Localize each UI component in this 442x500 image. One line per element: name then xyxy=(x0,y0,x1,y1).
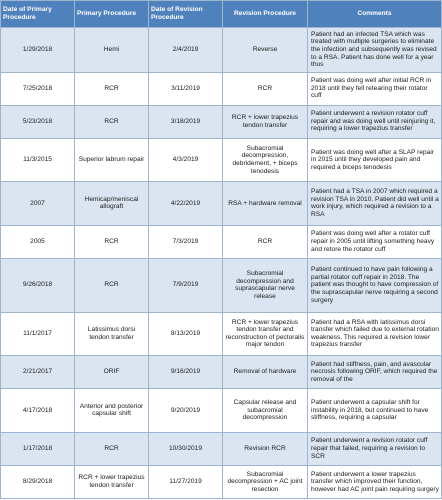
comments-cell xyxy=(308,389,442,432)
primary-procedure-cell xyxy=(75,258,149,312)
primary-procedure-cell xyxy=(75,72,149,105)
revision-date-text: 4/3/2019 xyxy=(172,156,199,164)
revision-procedure-cell xyxy=(223,28,308,73)
revision-procedure-text: RCR + lower trapezius tendon transfer and reconstruction of pectoralis major tendon xyxy=(225,318,305,349)
table-row xyxy=(1,225,442,258)
primary-date-text: 8/29/2018 xyxy=(22,478,53,486)
table-row xyxy=(1,465,442,498)
revision-date-cell xyxy=(149,105,223,138)
primary-date-text: 1/17/2018 xyxy=(22,444,53,452)
primary-procedure-text: Hemi xyxy=(103,45,120,53)
revision-procedure-text: Capsular release and subacromial decompression xyxy=(233,399,297,422)
primary-date-cell xyxy=(1,465,75,498)
revision-date-text: 10/30/2019 xyxy=(168,444,202,452)
primary-procedure-cell xyxy=(75,105,149,138)
primary-procedure-cell xyxy=(75,465,149,498)
primary-date-text: 9/26/2018 xyxy=(22,281,53,289)
primary-procedure-text: Anterior and posterior capsular shift xyxy=(79,402,144,418)
comments-text: Patient underwent a capsular shift for instability in 2018, but continued to have stiffness, requiring a capsular xyxy=(311,399,429,422)
comments-text: Patient underwent a revision rotator cuff repair and was doing well until reinjuring it, requiring a lower trapezius transfer xyxy=(311,110,436,133)
comments-cell xyxy=(308,28,442,73)
revision-procedure-cell xyxy=(223,138,308,181)
revision-procedure-cell xyxy=(223,312,308,355)
primary-procedure-text: ORIF xyxy=(103,368,120,376)
col-header-comments: Comments xyxy=(308,1,442,28)
primary-date-cell xyxy=(1,105,75,138)
comments-text: Patient underwent a lower trapezius transfer which improved their function, however had AC joint pain requiring surgery xyxy=(311,470,439,493)
revision-date-cell xyxy=(149,465,223,498)
comments-text: Patient was doing well after a rotator cuff repair in 2005 until lifting something heavy and retore the rotator cuff xyxy=(311,230,435,253)
primary-date-cell xyxy=(1,72,75,105)
revision-procedure-text: Subacromial decompression and suprascapular nerve release xyxy=(235,270,295,300)
table-header xyxy=(1,1,442,28)
primary-date-text: 7/25/2018 xyxy=(22,84,53,92)
primary-procedure-cell xyxy=(75,432,149,465)
revision-date-cell xyxy=(149,72,223,105)
primary-date-cell xyxy=(1,28,75,73)
revision-date-text: 2/4/2019 xyxy=(172,45,199,53)
table-row xyxy=(1,72,442,105)
revision-date-cell xyxy=(149,312,223,355)
revision-procedure-cell xyxy=(223,105,308,138)
primary-procedure-text: RCR xyxy=(104,84,119,92)
primary-date-text: 2/21/2017 xyxy=(22,368,53,376)
revision-date-text: 11/27/2019 xyxy=(169,478,202,486)
primary-date-text: 11/3/2015 xyxy=(23,156,52,164)
table-row xyxy=(1,28,442,73)
revision-procedure-cell xyxy=(223,389,308,432)
table-row xyxy=(1,356,442,389)
revision-procedure-cell xyxy=(223,465,308,498)
comments-cell xyxy=(308,465,442,498)
comments-text: Patient underwent a revision rotator cuff repair that failed, requiring a revision to SCR xyxy=(311,437,428,460)
revision-date-text: 9/16/2019 xyxy=(170,368,201,376)
table-body xyxy=(1,28,442,499)
comments-text: Patient had an infected TSA which was treated with multiple surgeries to eliminate the infection and subsequently was revised to a RSA. Patient has done well for a year thus xyxy=(311,30,437,69)
table-row xyxy=(1,432,442,465)
primary-procedure-cell xyxy=(75,28,149,73)
header-row xyxy=(1,1,442,28)
revision-date-text: 7/3/2019 xyxy=(172,237,199,245)
revision-procedure-text: RCR xyxy=(257,84,273,92)
revision-date-cell xyxy=(149,182,223,225)
primary-date-cell xyxy=(1,182,75,225)
primary-date-cell xyxy=(1,258,75,312)
comments-cell xyxy=(308,432,442,465)
primary-procedure-text: RCR xyxy=(104,117,119,125)
revision-date-cell xyxy=(149,138,223,181)
primary-procedure-cell xyxy=(75,138,149,181)
comments-cell xyxy=(308,356,442,389)
primary-procedure-text: Hemicap/meniscal allograft xyxy=(84,195,139,211)
primary-procedure-cell xyxy=(75,225,149,258)
revision-procedure-text: Subacromial decompression + AC joint resection xyxy=(227,470,303,493)
comments-cell xyxy=(308,312,442,355)
revision-procedure-cell xyxy=(223,258,308,312)
comments-cell xyxy=(308,72,442,105)
revision-procedure-cell xyxy=(223,356,308,389)
primary-procedure-text: RCR xyxy=(104,444,119,452)
revision-procedure-cell xyxy=(223,182,308,225)
revision-date-cell xyxy=(149,28,223,73)
revision-date-cell xyxy=(149,225,223,258)
col-header-revision-date: Date of Revision Procedure xyxy=(149,1,223,28)
revision-procedure-text: RCR xyxy=(257,237,273,245)
primary-procedure-cell xyxy=(75,182,149,225)
primary-procedure-cell xyxy=(75,312,149,355)
primary-date-text: 4/17/2018 xyxy=(22,406,53,414)
comments-text: Patient had a RSA with latissimus dorsi transfer which failed due to external rotation weakness. This required a revision lower trapezius transfer xyxy=(311,318,439,349)
revision-procedure-cell xyxy=(223,72,308,105)
primary-date-text: 2007 xyxy=(30,199,45,207)
revision-procedure-cell xyxy=(223,225,308,258)
comments-cell xyxy=(308,225,442,258)
primary-procedure-text: Latissimus dorsi tendon transfer xyxy=(87,326,136,341)
revision-procedure-cell xyxy=(223,432,308,465)
primary-procedure-text: Superior labrum repair xyxy=(78,156,145,164)
revision-procedure-text: RCR + lower trapezius tendon transfer xyxy=(231,114,299,129)
table-row xyxy=(1,389,442,432)
primary-date-text: 5/23/2018 xyxy=(22,117,53,125)
table-row xyxy=(1,105,442,138)
comments-cell xyxy=(308,105,442,138)
table-row xyxy=(1,258,442,312)
revision-date-cell xyxy=(149,258,223,312)
revision-procedure-text: Subacromial decompression, debridement, + biceps tenodesis xyxy=(232,144,298,175)
revision-date-text: 7/9/2019 xyxy=(172,281,199,289)
primary-date-cell xyxy=(1,432,75,465)
primary-procedure-text: RCR + lower trapezius tendon transfer xyxy=(78,474,145,489)
revision-date-cell xyxy=(149,389,223,432)
comments-cell xyxy=(308,138,442,181)
revision-date-text: 3/18/2019 xyxy=(170,117,201,125)
revision-procedure-text: RSA + hardware removal xyxy=(228,199,302,207)
primary-date-cell xyxy=(1,356,75,389)
revision-procedure-text: Revision RCR xyxy=(244,444,286,452)
revision-date-cell xyxy=(149,432,223,465)
comments-text: Patient was doing well after a SLAP repair in 2015 until they developed pain and required a biceps tenodesis xyxy=(311,148,435,171)
revision-date-cell xyxy=(149,356,223,389)
comments-text: Patient had stiffness, pain, and avascular necrosis following ORIF, which required the removal of the xyxy=(311,360,438,383)
table-row xyxy=(1,182,442,225)
primary-date-text: 2005 xyxy=(30,237,45,245)
primary-date-cell xyxy=(1,225,75,258)
primary-procedure-text: RCR xyxy=(104,281,119,289)
comments-text: Patient was doing well after initial RCR in 2018 until they fell retearing their rotator cuff xyxy=(311,77,432,100)
primary-procedure-cell xyxy=(75,389,149,432)
revision-date-text: 4/22/2019 xyxy=(170,199,201,207)
col-header-revision-procedure: Revision Procedure xyxy=(223,1,308,28)
revision-procedure-text: Reverse xyxy=(252,45,278,53)
primary-date-text: 11/1/2017 xyxy=(23,330,52,338)
revision-procedure-text: Removal of hardware xyxy=(233,368,297,376)
table-row xyxy=(1,138,442,181)
primary-date-cell xyxy=(1,389,75,432)
comments-text: Patient continued to have pain following a partial rotator cuff repair in 2018. The patient was thought to have compression of the suprascapular nerve requiring a second surgery xyxy=(311,266,439,304)
primary-date-cell xyxy=(1,138,75,181)
comments-text: Patient had a TSA in 2007 which required a revision TSA in 2010. Patient did well until a work injury, which required a revision to a RSA xyxy=(311,188,439,219)
revision-date-text: 8/13/2019 xyxy=(170,330,201,338)
comments-cell xyxy=(308,182,442,225)
primary-date-cell xyxy=(1,312,75,355)
col-header-primary-date: Date of Primary Procedure xyxy=(1,1,75,28)
table-row xyxy=(1,312,442,355)
col-header-primary-procedure: Primary Procedure xyxy=(75,1,149,28)
revision-date-text: 9/20/2019 xyxy=(170,406,201,414)
primary-procedure-text: RCR xyxy=(104,237,119,245)
revision-date-text: 3/11/2019 xyxy=(171,84,200,92)
primary-date-text: 1/29/2018 xyxy=(22,45,53,53)
primary-procedure-cell xyxy=(75,356,149,389)
comments-cell xyxy=(308,258,442,312)
